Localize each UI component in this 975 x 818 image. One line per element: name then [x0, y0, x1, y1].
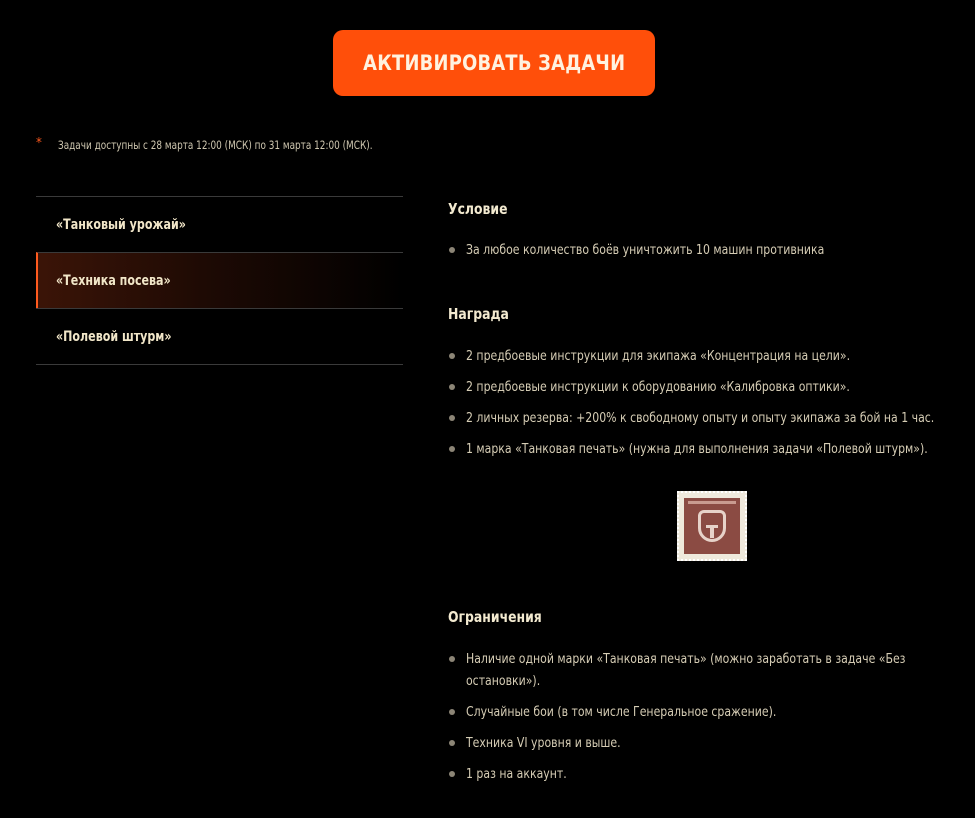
- list-item: [448, 763, 958, 785]
- note-text: Задачи доступны с 28 марта 12:00 (МСК) по 31 марта 12:00 (МСК).: [57, 138, 373, 152]
- list-item-text: 2 личных резерва: +200% к свободному опыту и опыту экипажа за бой на 1 час.: [466, 410, 935, 426]
- list-item-text: 1 раз на аккаунт.: [466, 766, 567, 782]
- availability-note: [36, 138, 424, 152]
- restrictions-list: [448, 648, 958, 794]
- list-item: [448, 239, 958, 261]
- list-item-text: 2 предбоевые инструкции к оборудованию «Калибровка оптики».: [466, 379, 850, 395]
- tab-field-assault[interactable]: [36, 308, 403, 365]
- list-item-text: Техника VI уровня и выше.: [466, 735, 621, 751]
- tab-sowing-technique[interactable]: [36, 252, 403, 308]
- list-item: [448, 407, 958, 429]
- activate-tasks-button[interactable]: [333, 30, 655, 96]
- tab-label: «Техника посева»: [56, 272, 171, 289]
- list-item: [448, 376, 958, 398]
- tank-stamp-icon: [677, 491, 747, 561]
- task-tabs: [36, 196, 403, 365]
- restrictions-title: Ограничения: [448, 608, 542, 626]
- list-item: [448, 732, 958, 754]
- list-item-text: Наличие одной марки «Танковая печать» (можно заработать в задаче «Без остановки»).: [466, 651, 906, 689]
- tab-label: «Танковый урожай»: [56, 216, 186, 233]
- shield-icon: [698, 510, 726, 542]
- list-item-text: За любое количество боёв уничтожить 10 машин противника: [466, 242, 825, 258]
- activate-tasks-label: АКТИВИРОВАТЬ ЗАДАЧИ: [362, 51, 626, 75]
- list-item-text: Случайные бои (в том числе Генеральное сражение).: [466, 704, 777, 720]
- reward-list: [448, 345, 958, 469]
- list-item: [448, 345, 958, 367]
- reward-title: Награда: [448, 305, 509, 323]
- list-item: [448, 438, 958, 460]
- condition-title: Условие: [448, 200, 508, 218]
- list-item: [448, 701, 958, 723]
- list-item: [448, 648, 958, 692]
- stamp-header-strip: [688, 501, 736, 504]
- list-item-text: 2 предбоевые инструкции для экипажа «Концентрация на цели».: [466, 348, 851, 364]
- stamp-face: [684, 498, 740, 554]
- condition-list: [448, 239, 958, 270]
- tab-label: «Полевой штурм»: [56, 328, 172, 345]
- note-asterisk: *: [36, 136, 42, 151]
- list-item-text: 1 марка «Танковая печать» (нужна для выполнения задачи «Полевой штурм»).: [466, 441, 928, 457]
- tab-tank-harvest[interactable]: [36, 196, 403, 252]
